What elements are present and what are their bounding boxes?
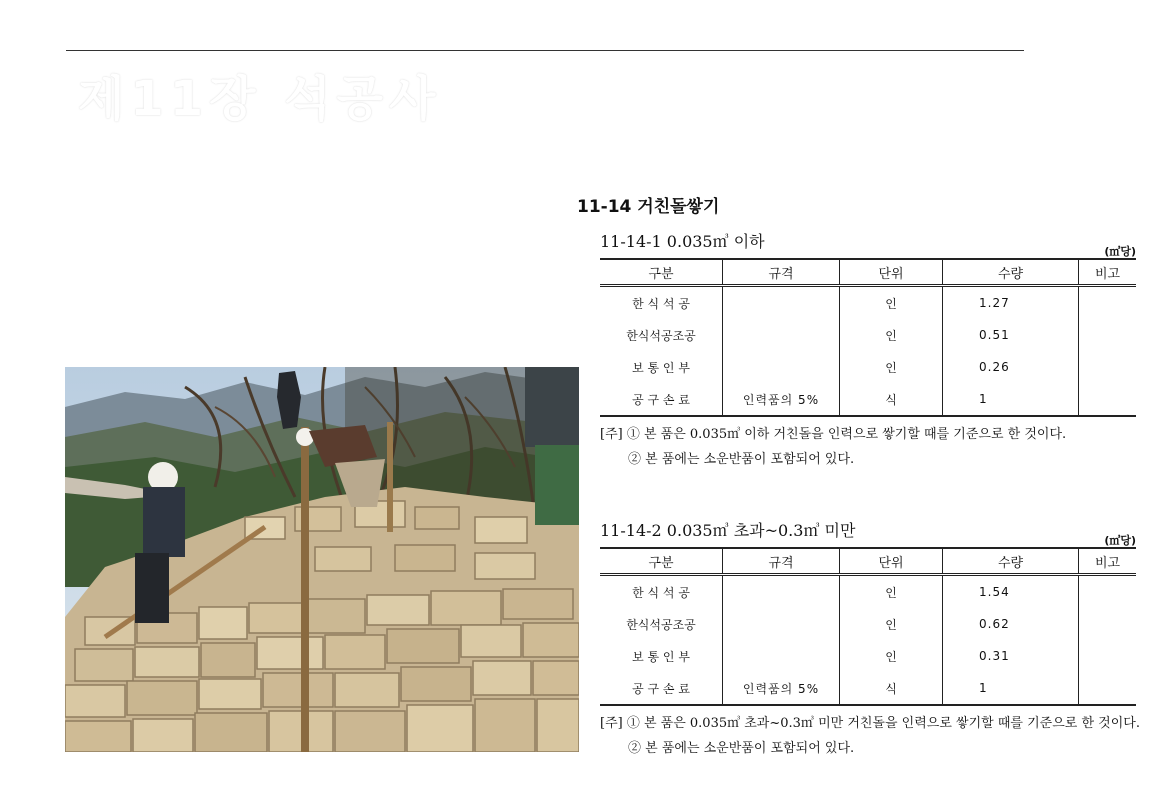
row-category: 공 구 손 료 — [600, 383, 723, 416]
header-unit: 단위 — [840, 259, 943, 286]
row-remarks — [1079, 383, 1137, 416]
table-row — [600, 383, 1136, 416]
header-quantity: 수량 — [943, 548, 1079, 575]
row-remarks — [1079, 319, 1137, 351]
table-1-note-1: [주] ① 본 품은 0.035㎥ 이하 거친돌을 인력으로 쌓기할 때를 기준으로 한 것이다. — [600, 427, 1067, 442]
table-2-title: 11-14-2 0.035㎥ 초과~0.3㎥ 미만 — [600, 521, 856, 540]
table-2-unit: (㎥당) — [1104, 534, 1136, 547]
header-category: 구분 — [600, 259, 723, 286]
row-remarks — [1079, 640, 1137, 672]
row-remarks — [1079, 672, 1137, 705]
row-spec — [723, 608, 840, 640]
row-unit: 인 — [840, 608, 943, 640]
row-category: 한 식 석 공 — [632, 296, 690, 311]
row-spec: 인력품의 5% — [723, 672, 840, 705]
stone-wall-photo — [65, 367, 579, 752]
row-spec — [723, 640, 840, 672]
row-quantity: 1 — [943, 672, 1079, 705]
row-quantity: 0.26 — [943, 351, 1079, 383]
table-header-row — [600, 259, 1136, 286]
row-category: 보 통 인 부 — [632, 649, 690, 664]
header-unit: 단위 — [840, 548, 943, 575]
labor-table-2 — [600, 547, 1136, 706]
header-category: 구분 — [600, 548, 723, 575]
row-category: 한식석공조공 — [626, 328, 696, 343]
row-category: 보 통 인 부 — [632, 360, 690, 375]
row-remarks — [1079, 286, 1137, 320]
row-category: 공 구 손 료 — [600, 672, 723, 705]
row-spec — [723, 575, 840, 609]
table-header-row — [600, 548, 1136, 575]
row-unit: 식 — [840, 383, 943, 416]
table-row — [600, 286, 1136, 320]
table-1-unit: (㎥당) — [1104, 245, 1136, 258]
row-spec: 인력품의 5% — [723, 383, 840, 416]
row-spec — [723, 319, 840, 351]
row-quantity: 0.62 — [943, 608, 1079, 640]
table-row — [600, 672, 1136, 705]
header-quantity: 수량 — [943, 259, 1079, 286]
row-unit: 식 — [840, 672, 943, 705]
row-category: 한 식 석 공 — [632, 585, 690, 600]
table-row — [600, 640, 1136, 672]
row-unit: 인 — [840, 351, 943, 383]
row-unit: 인 — [840, 286, 943, 320]
row-quantity: 1.27 — [943, 286, 1079, 320]
table-row — [600, 608, 1136, 640]
header-spec: 규격 — [723, 548, 840, 575]
row-spec — [723, 351, 840, 383]
chapter-title: 제11장 석공사 — [78, 71, 442, 127]
header-spec: 규격 — [723, 259, 840, 286]
table-row — [600, 319, 1136, 351]
table-1-title: 11-14-1 0.035㎥ 이하 — [600, 232, 765, 251]
section-title: 11-14 거친돌쌓기 — [577, 197, 720, 217]
row-quantity: 1 — [943, 383, 1079, 416]
labor-table-1 — [600, 258, 1136, 417]
row-quantity: 0.31 — [943, 640, 1079, 672]
row-category: 한식석공조공 — [626, 617, 696, 632]
header-remarks: 비고 — [1079, 259, 1137, 286]
row-remarks — [1079, 351, 1137, 383]
row-spec — [723, 286, 840, 320]
table-row — [600, 351, 1136, 383]
row-remarks — [1079, 575, 1137, 609]
row-quantity: 1.54 — [943, 575, 1079, 609]
row-quantity: 0.51 — [943, 319, 1079, 351]
row-unit: 인 — [840, 319, 943, 351]
top-rule — [66, 50, 1024, 51]
table-row — [600, 575, 1136, 609]
row-remarks — [1079, 608, 1137, 640]
row-unit: 인 — [840, 640, 943, 672]
row-unit: 인 — [840, 575, 943, 609]
header-remarks: 비고 — [1079, 548, 1137, 575]
table-2-note-1: [주] ① 본 품은 0.035㎥ 초과~0.3㎥ 미만 거친돌을 인력으로 쌓기할 때를 기준으로 한 것이다. — [600, 716, 1140, 731]
table-2-note-2: ② 본 품에는 소운반품이 포함되어 있다. — [628, 741, 855, 756]
table-1-note-2: ② 본 품에는 소운반품이 포함되어 있다. — [628, 452, 855, 467]
